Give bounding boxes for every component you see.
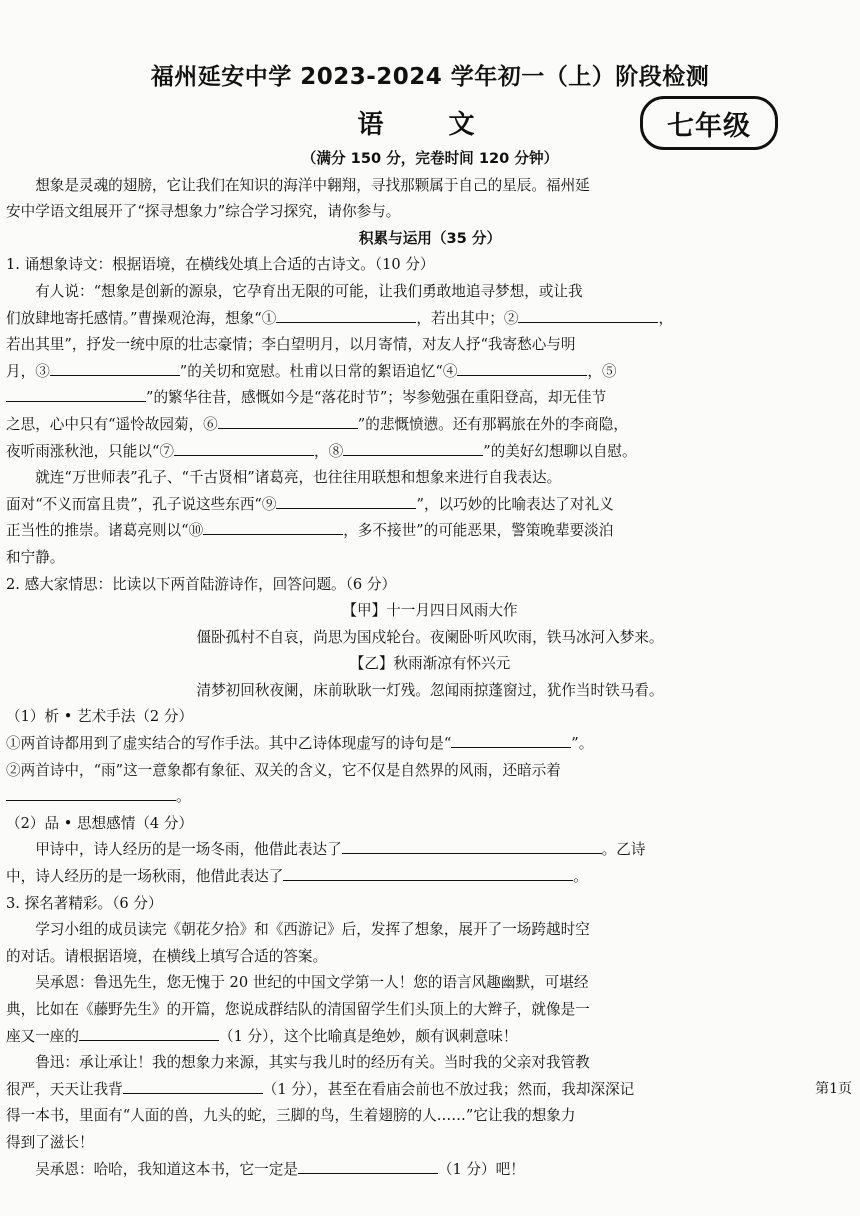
score-info: （满分 150 分，完卷时间 120 分钟） <box>301 150 559 167</box>
answer-blank-2[interactable] <box>518 306 658 323</box>
question-line: 和宁静。 <box>6 548 65 566</box>
subject-title: 语 文 <box>357 110 503 140</box>
answer-blank-q2-4[interactable] <box>283 864 573 881</box>
question-line: 若出其里”，抒发一统中原的壮志豪情；李白望明月，以月寄情，对友人抒“我寄愁心与明 <box>6 336 576 354</box>
text-segment: 正当性的推崇。诸葛亮则以“⑩ <box>6 522 204 540</box>
text-segment: ①两首诗都用到了虚实结合的写作手法。其中乙诗体现虚写的诗句是“ <box>6 735 452 753</box>
answer-blank-q3-1[interactable] <box>79 1024 219 1041</box>
text-segment: 很严，天天让我背 <box>6 1080 123 1098</box>
text-segment: 座又一座的 <box>6 1027 79 1045</box>
text-segment: 。 <box>176 788 191 806</box>
question-line: 得一本书，里面有“人面的兽，九头的蛇，三脚的鸟，生着翅膀的人……”它让我的想象力 <box>6 1107 576 1125</box>
question-line <box>6 359 854 386</box>
question-line: 有人说：“想象是创新的源泉，它孕育出无限的可能，让我们勇敢地追寻梦想，或让我 <box>35 282 583 300</box>
answer-blank-q2-1[interactable] <box>451 731 571 748</box>
text-segment: ，⑤ <box>587 362 617 380</box>
text-segment: 。 <box>573 868 588 886</box>
question-title: 3. 探名著精彩。（6 分） <box>6 894 163 912</box>
text-segment: 吴承恩：哈哈，我知道这本书，它一定是 <box>35 1160 298 1178</box>
question-line: 得到了滋长！ <box>6 1133 94 1151</box>
text-segment: ，⑧ <box>314 442 344 460</box>
question-line <box>6 412 854 439</box>
section-heading: 积累与运用（35 分） <box>358 229 502 247</box>
subquestion-title: （2）品 • 思想感情（4 分） <box>6 814 194 832</box>
answer-blank-10[interactable] <box>203 518 343 535</box>
text-segment: （1 分），这个比喻真是绝妙，颇有讽刺意味！ <box>218 1027 518 1045</box>
question-line <box>6 837 854 864</box>
answer-blank-8[interactable] <box>343 439 483 456</box>
text-segment: 甲诗中，诗人经历的是一场冬雨，他借此表达了 <box>35 841 342 859</box>
question-line <box>6 1077 854 1104</box>
text-segment: 面对“不义而富且贵”，孔子说这些东西“⑨ <box>6 495 277 513</box>
answer-blank-q3-3[interactable] <box>298 1157 438 1174</box>
text-segment: ”的关切和宽慰。杜甫以日常的絮语追忆“④ <box>179 362 458 380</box>
poem-title-b: 【乙】秋雨渐凉有怀兴元 <box>349 655 511 673</box>
subquestion-title: （1）析 • 艺术手法（2 分） <box>6 708 194 726</box>
question-line: 吴承恩：鲁迅先生，您无愧于 20 世纪的中国文学第一人！您的语言风趣幽默，可堪经 <box>35 974 589 992</box>
answer-blank-q2-3[interactable] <box>342 837 602 854</box>
question-line <box>6 1024 854 1051</box>
text-segment: ，多不接世”的可能恶果，警策晚辈要淡泊 <box>343 522 614 540</box>
question-line <box>6 784 854 811</box>
answer-blank-4[interactable] <box>457 359 587 376</box>
text-segment: 月，③ <box>6 362 50 380</box>
text-segment: ”的悲慨愤懑。还有那羁旅在外的李商隐， <box>357 415 628 433</box>
question-line: 学习小组的成员读完《朝花夕拾》和《西游记》后，发挥了想象，展开了一场跨越时空 <box>35 921 590 939</box>
question-line: 鲁迅：承让承让！我的想象力来源，其实与我儿时的经历有关。当时我的父亲对我管教 <box>35 1054 590 1072</box>
text-segment: ”。 <box>571 735 594 753</box>
question-line <box>6 439 854 466</box>
question-line <box>6 492 854 519</box>
text-segment: ”的繁华往昔，感慨如今是“落花时节”；岑参勉强在重阳登高，却无佳节 <box>146 389 607 407</box>
grade-stamp: 七年级 <box>640 96 778 150</box>
answer-blank-q2-2[interactable] <box>6 784 176 801</box>
question-line <box>6 306 854 333</box>
question-line <box>6 1157 854 1184</box>
answer-blank-9[interactable] <box>276 492 416 509</box>
text-segment: （1 分）吧！ <box>437 1160 525 1178</box>
question-line <box>6 864 854 891</box>
text-segment: ”的美好幻想聊以自慰。 <box>483 442 637 460</box>
text-segment: ， <box>658 309 674 327</box>
answer-blank-1[interactable] <box>276 306 416 323</box>
answer-blank-6[interactable] <box>218 412 358 429</box>
question-title: 2. 感大家情思：比读以下两首陆游诗作，回答问题。（6 分） <box>6 575 397 593</box>
poem-text-b: 清梦初回秋夜阑，床前耿耿一灯残。忽闻雨掠蓬窗过，犹作当时铁马看。 <box>196 681 664 699</box>
page-number: 第1页 <box>815 1081 852 1097</box>
question-title: 1. 诵想象诗文：根据语境，在横线处填上合适的古诗文。（10 分） <box>6 256 435 274</box>
intro-line: 安中学语文组展开了“探寻想象力”综合学习探究，请你参与。 <box>6 203 401 221</box>
question-line: 的对话。请根据语境，在横线上填写合适的答案。 <box>6 947 328 965</box>
question-line <box>6 731 854 758</box>
intro-line: 想象是灵魂的翅膀，它让我们在知识的海洋中翱翔，寻找那颗属于自己的星辰。福州延 <box>35 176 590 194</box>
text-segment: 中，诗人经历的是一场秋雨，他借此表达了 <box>6 868 284 886</box>
poem-text-a: 僵卧孤村不自哀，尚思为国戍轮台。夜阑卧听风吹雨，铁马冰河入梦来。 <box>196 628 664 646</box>
exam-body <box>6 146 854 1183</box>
question-line <box>6 385 854 412</box>
question-line <box>6 518 854 545</box>
question-line: 就连“万世师表”孔子、“千古贤相”诸葛亮，也往往用联想和想象来进行自我表达。 <box>35 469 562 487</box>
answer-blank-7[interactable] <box>174 439 314 456</box>
answer-blank-3[interactable] <box>50 359 180 376</box>
exam-title: 福州延安中学 2023-2024 学年初一（上）阶段检测 <box>150 64 710 90</box>
text-segment: 们放肆地寄托感情。”曹操观沧海，想象“① <box>6 309 277 327</box>
poem-title-a: 【甲】十一月四日风雨大作 <box>342 602 518 620</box>
text-segment: 。乙诗 <box>601 841 646 859</box>
text-segment: ，若出其中；② <box>416 309 519 327</box>
question-line: 典，比如在《藤野先生》的开篇，您说成群结队的清国留学生们头顶上的大辫子，就像是一 <box>6 1001 590 1018</box>
answer-blank-5[interactable] <box>6 385 146 402</box>
text-segment: （1 分），甚至在看庙会前也不放过我；然而，我却深深记 <box>262 1080 635 1098</box>
text-segment: 之思，心中只有“遥怜故园菊，⑥ <box>6 415 218 433</box>
text-segment: 夜听雨涨秋池，只能以“⑦ <box>6 442 174 460</box>
text-segment: ”，以巧妙的比喻表达了对礼义 <box>416 495 614 513</box>
answer-blank-q3-2[interactable] <box>123 1077 263 1094</box>
question-line: ②两首诗中，“雨”这一意象都有象征、双关的含义，它不仅是自然界的风雨，还暗示着 <box>6 761 561 779</box>
